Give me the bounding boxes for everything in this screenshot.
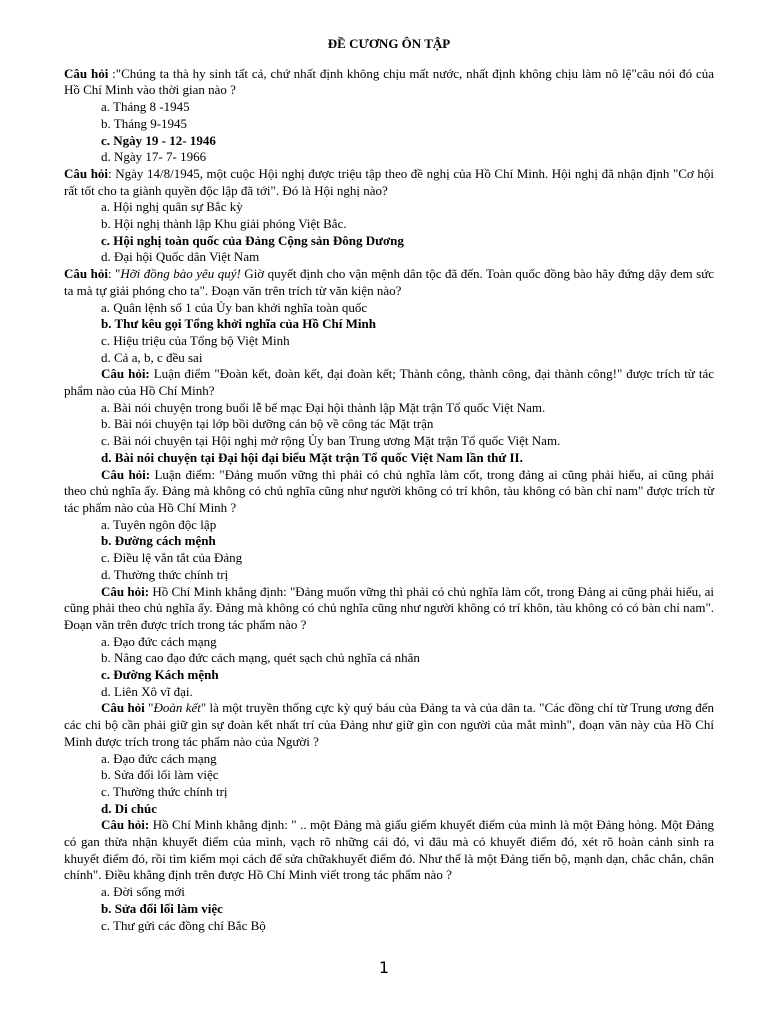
option-c-answer: c. Ngày 19 - 12- 1946: [101, 132, 216, 148]
question-text: Luận điểm "Đoàn kết, đoàn kết, đại đoàn kết; Thành công, thành công, đại thành công!" được trích từ tác phẩm nào của Hồ Chí Minh?: [64, 366, 714, 399]
question-text: Hồ Chí Minh khẳng định: " .. một Đảng mà giấu giếm khuyết điểm của mình là một Đảng hỏng. Một Đảng có gan thừa nhận khuyết điểm của mình, vạch rõ những cái đó, vì đâu mà có khuyết điểm đó, xét rõ hoàn cảnh sinh ra khuyết điểm đó, rồi tìm kiếm mọi cách để sửa chữakhuyết điểm đó. Như thế là một Đảng tiến bộ, mạnh dạn, chắc chắn, chân chính". Điều khẳng định trên được Hồ Chí Minh viết trong tác phẩm nào ?: [64, 817, 714, 883]
question-text-post: " là một truyền thống cực kỳ quý báu của Đảng ta và của dân ta. "Các đồng chí từ Trung ương đến các chi bộ cần phải giữ gìn sự đoàn kết nhất trí của Đảng như giữ gìn con người của mắt mình", đoạn văn này của Hồ Chí Minh được trích trong tác phẩm nào của Người ?: [64, 700, 715, 749]
option-d-answer: d. Bài nói chuyện tại Đại hội đại biểu Mặt trận Tổ quốc Việt Nam lần thứ II.: [101, 449, 523, 465]
option-b-answer: b. Thư kêu gọi Tổng khởi nghĩa của Hồ Chí Minh: [101, 316, 376, 332]
question-label: Câu hỏi: [101, 700, 145, 716]
page-number: 1: [378, 958, 390, 977]
question-4: [64, 366, 714, 399]
option-a: a. Bài nói chuyện trong buổi lễ bế mạc Đại hội thành lập Mặt trận Tổ quốc Việt Nam.: [101, 399, 546, 415]
option-a: a. Quân lệnh số 1 của Ủy ban khởi nghĩa toàn quốc: [101, 299, 368, 315]
question-text-italic: Hỡi đồng bào yêu quý!: [120, 266, 241, 282]
question-label: Câu hỏi:: [101, 466, 151, 482]
question-label: Câu hỏi: [64, 65, 109, 81]
option-d: d. Liên Xô vĩ đại.: [101, 683, 193, 699]
option-d: d. Cả a, b, c đều sai: [101, 349, 203, 365]
option-b: b. Nâng cao đạo đức cách mạng, quét sạch chủ nghĩa cá nhân: [101, 650, 420, 666]
question-text: Luận điểm: "Đảng muốn vững thì phải có chủ nghĩa làm cốt, trong đảng ai cũng phải hiểu, ai cũng phải theo chủ nghĩa ấy. Đảng mà không có chủ nghĩa cũng như người không có trí khôn, tàu không có bàn chỉ nam" được trích từ tác phẩm nào của Hồ Chí Minh ?: [64, 466, 714, 515]
question-8: [64, 817, 714, 884]
option-a: a. Tuyên ngôn độc lập: [101, 516, 217, 532]
document-body: [64, 36, 714, 934]
option-a: a. Đạo đức cách mạng: [101, 750, 217, 766]
option-d-answer: d. Di chúc: [101, 800, 157, 816]
question-2: [64, 166, 714, 199]
option-b: b. Sửa đổi lối làm việc: [101, 767, 219, 783]
question-6: [64, 584, 714, 634]
option-a: a. Tháng 8 -1945: [101, 99, 190, 115]
question-text-pre: ": [144, 700, 154, 716]
option-b: b. Tháng 9-1945: [101, 115, 188, 131]
question-text: Hồ Chí Minh khẳng định: "Đảng muốn vững thì phải có chủ nghĩa làm cốt, trong Đảng ai cũng phải hiểu, ai cũng phải theo chủ nghĩa ấy. Đảng mà không có chủ nghĩa cũng như người không có trí khôn, tàu không có có bàn chỉ nam". Đoạn văn trên được trích trong tác phẩm nào ?: [64, 583, 715, 632]
option-a: a. Đời sống mới: [101, 884, 185, 900]
option-c-answer: c. Hội nghị toàn quốc của Đảng Cộng sản Đông Dương: [101, 232, 404, 248]
question-text-italic: Đoàn kết: [153, 700, 201, 716]
question-text: : Ngày 14/8/1945, một cuộc Hội nghị được triệu tập theo đề nghị của Hồ Chí Minh. Hội nghị đã nhận định "Cơ hội rất tốt cho ta giành quyền độc lập đã tới". Đó là Hội nghị nào?: [64, 165, 714, 198]
question-label: Câu hỏi: [64, 266, 108, 282]
option-d: d. Thường thức chính trị: [101, 566, 229, 582]
option-b-answer: b. Sửa đổi lối làm việc: [101, 900, 223, 916]
question-label: Câu hỏi:: [101, 817, 150, 833]
question-3: [64, 266, 714, 299]
question-label: Câu hỏi:: [101, 366, 150, 382]
option-c: c. Bài nói chuyện tại Hội nghị mở rộng Ủy ban Trung ương Mặt trận Tổ quốc Việt Nam.: [101, 433, 561, 449]
option-a: a. Đạo đức cách mạng: [101, 633, 217, 649]
option-c: c. Thư gửi các đồng chí Bắc Bộ: [101, 917, 266, 933]
option-d: d. Đại hội Quốc dân Việt Nam: [101, 249, 260, 265]
question-label: Câu hỏi:: [101, 583, 150, 599]
question-5: [64, 467, 714, 517]
option-c: c. Điều lệ vắn tắt của Đảng: [101, 550, 243, 566]
question-text-post: Giờ quyết định cho vận mệnh dân tộc đã đến. Toàn quốc đồng bào hãy đứng dậy đem sức ta mà tự giải phóng cho ta". Đoạn văn trên trích từ văn kiện nào?: [64, 266, 715, 298]
option-c: c. Hiệu triệu của Tổng bộ Việt Minh: [101, 332, 290, 348]
option-c-answer: c. Đường Kách mệnh: [101, 667, 219, 683]
question-1: [64, 66, 714, 99]
option-c: c. Thường thức chính trị: [101, 783, 228, 799]
option-b: b. Bài nói chuyện tại lớp bồi dưỡng cán bộ về công tác Mặt trận: [101, 416, 434, 432]
option-a: a. Hội nghị quân sự Bắc kỳ: [101, 199, 243, 215]
question-7: [64, 700, 714, 750]
question-text-pre: : ": [107, 266, 121, 282]
question-label: Câu hỏi: [64, 165, 109, 181]
question-text: :"Chúng ta thà hy sinh tất cả, chứ nhất định không chịu mất nước, nhất định không chịu làm nô lệ"câu nói đó của Hồ Chí Minh vào thời gian nào ?: [64, 65, 715, 98]
option-b-answer: b. Đường cách mệnh: [101, 533, 216, 549]
option-d: d. Ngày 17- 7- 1966: [101, 149, 207, 165]
document-title: ĐỀ CƯƠNG ÔN TẬP: [327, 36, 451, 51]
option-b: b. Hội nghị thành lập Khu giải phóng Việt Bắc.: [101, 216, 347, 232]
